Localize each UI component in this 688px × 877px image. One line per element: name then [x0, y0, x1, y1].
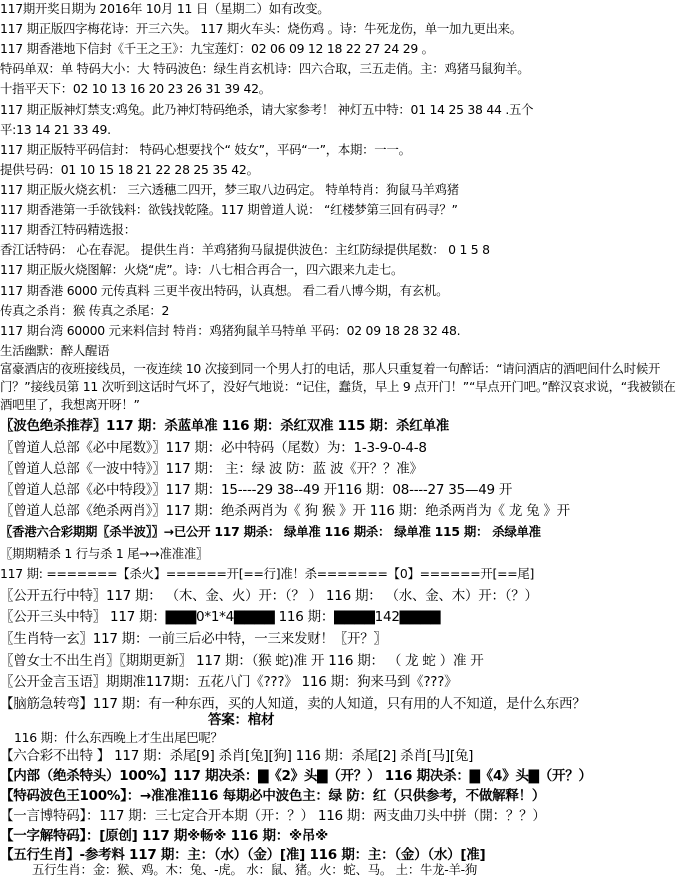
zodiac-mystery-line: 〖生肖特一玄〗117 期：一前三后必中特，一三来发财！〖开？〗 — [0, 631, 387, 647]
five-element-zodiac-line: 【五行生肖】-参考料 117 期：主：（水）（金）[准] 116 期：主：（金）（水）[准] — [0, 847, 486, 863]
flat-code-envelope-line: 117 期正版特平码信封： 特码心想要找个“ 妓女”，平码“一”，本期：一一。 — [0, 142, 411, 157]
wave-king-line: 【特码波色王100%】：→准准准116 每期必中波色主：绿 防：红（只供参考，不做解释！） — [0, 788, 546, 804]
kill-two-zodiac-line: 〖曾道人总部《绝杀两肖》〗117 期：绝杀两肖为《 狗 猴 》开 116 期：绝杀两肖为《 龙 兔 》开 — [0, 503, 570, 519]
teaser-116-line: 116 期：什么东西晚上才生出尾巴呢？ — [14, 730, 223, 745]
fire-mystery-line: 117 期正版火烧玄机： 三六透穗二四开，梦三取八边码定。 特单特肖：狗鼠马羊鸡猪 — [0, 182, 459, 197]
provided-numbers-line: 提供号码：01 10 15 18 21 22 28 25 35 42。 — [0, 162, 259, 177]
kill-row-tail-line: 〖期期精杀 1 行与杀 1 尾→→准准准〗 — [0, 546, 209, 561]
ms-zeng-line: 〖曾女士不出生肖〗〖期期更新〗 117 期：（猴 蛇)准 开 116 期： （ 龙 蛇 ）准 开 — [0, 653, 484, 669]
hk-envelope-line: 117 期香港地下信封《千王之王》：九宝莲灯：02 06 09 12 18 22 27 24 29 。 — [0, 41, 434, 56]
three-heads-line: 〖公开三头中特〗 117 期：▇▇▇0*1*4▇▇▇▇ 116 期：▇▇▇▇142▇▇▇▇ — [0, 609, 441, 625]
special-code-attributes-line: 特码单双：单 特码大小：大 特码波色：绿生肖玄机诗：四六合取，三五走俏。主：鸡猪马鼠狗羊。 — [0, 61, 530, 76]
fax-kill-line: 传真之杀肖：猴 传真之杀尾：2 — [0, 303, 170, 318]
half-wave-line: 〖香港六合彩期期〖杀半波〗〗→已公开 117 期杀： 绿单准 116 期杀： 绿单准 115 期： 杀绿单准 — [0, 524, 541, 539]
kill-head-line: 【内部（绝杀特头）100%】117 期决杀：▇《2》头▇（开？） 116 期决杀：▇《4》头▇（开？） — [0, 768, 592, 784]
five-element-zodiac-list: 五行生肖：金：猴、鸡。木：兔、-虎。 水：鼠、猪。火：蛇、马。 土：牛龙-羊-狗 — [32, 862, 477, 877]
hk-first-hand-line: 117 期香港第一手欲钱料：欲钱找乾隆。117 期曾道人说： “红楼梦第三回有码寻？” — [0, 202, 458, 217]
one-char-line: 【一字解特码】：[原创] 117 期※畅※ 116 期：※吊※ — [0, 828, 328, 844]
one-word-bet-line: 【一言博特码】：117 期：三七定合开本期（开：？） 116 期：两支曲刀头中拼（開：？？） — [0, 808, 546, 824]
draw-date-line: 117期开奖日期为 2016年 10月 11 日（星期二）如有改变。 — [0, 1, 330, 16]
brain-teaser-line: 【脑筋急转弯】117 期：有一种东西，买的人知道，卖的人知道，只有用的人不知道，是什么东西？ — [0, 696, 586, 712]
brain-teaser-answer: 答案：棺材 — [208, 712, 275, 728]
golden-words-line: 〖公开金言玉语〗期期准117期：五花八门《???》 116 期：狗来马到《???》 — [0, 674, 458, 690]
hk-talk-line: 香江话特码： 心在春泥。 提供生肖：羊鸡猪狗马鼠提供波色：主红防绿提供尾数： 0 1 5 8 — [0, 242, 490, 257]
five-elements-line: 〖公开五行中特〗117 期： （木、金、火）开：（？ ） 116 期： （水、金、木）开：（？） — [0, 588, 538, 604]
plum-poem-line: 117 期正版四字梅花诗：开三六失。 117 期火车头：烧伤鸡 。诗：牛死龙伤，单一加九更出来。 — [0, 21, 522, 36]
hk-selection-heading: 117 期香江特码精选报： — [0, 222, 136, 237]
fax-6000-line: 117 期香港 6000 元传真料 三更半夜出特码，认真想。 看二看八博今期，有玄机。 — [0, 283, 449, 298]
color-kill-recommend: 〖波色绝杀推荐〗117 期：杀蓝单准 116 期：杀红双准 115 期：杀红单准 — [0, 418, 450, 434]
taiwan-envelope-line: 117 期台湾 60000 元来料信封 特肖：鸡猪狗鼠羊马特单 平码：02 09 18 28 32 48. — [0, 323, 461, 338]
tail-numbers-line: 〖曾道人总部《必中尾数》〗117 期：必中特码（尾数）为：1-3-9-0-4-8 — [0, 440, 427, 456]
kill-fire-line: 117 期: =======【杀火】======开[==行]准！杀=======【0】======开[==尾] — [0, 566, 535, 581]
humor-heading: 生活幽默：醉人醒语 — [0, 343, 110, 358]
special-range-line: 〖曾道人总部《必中特段》〗117 期：15----29 38--49 开116 期：08----27 35—49 开 — [0, 482, 513, 498]
lamp-forbidden-line: 117 期正版神灯禁支:鸡兔。此乃神灯特码绝杀，请大家参考！ 神灯五中特：01 14 25 38 44 .五个 — [0, 102, 534, 117]
humor-paragraph: 富豪酒店的夜班接线员，一夜连续 10 次接到同一个男人打的电话，那人只重复着一句醉话：“请问酒店的酒吧间什么时候开门？”接线员第 11 次听到这话时气坏了，没好气地说：“记住，蠢货，早上 9 点开门！”“早点开门吧。”醉汉哀求说，“我被锁在酒吧里了，我想离开呀！” — [0, 361, 676, 412]
one-wave-line: 〖曾道人总部《一波中特》〗117 期： 主：绿 波 防：蓝 波《开？？准》 — [0, 461, 423, 477]
ten-fingers-line: 十指平天下：02 10 13 16 20 23 26 31 39 42。 — [0, 81, 271, 96]
five-flat-line: 平:13 14 21 33 49. — [0, 122, 111, 137]
no-special-line: 【六合彩不出特 】 117 期：杀尾[9] 杀肖[兔][狗] 116 期：杀尾[2] 杀肖[马][兔] — [0, 748, 474, 764]
fire-diagram-line: 117 期正版火烧图解：火烧“虎”。诗：八七相合再合一，四六跟来九走七。 — [0, 262, 404, 277]
